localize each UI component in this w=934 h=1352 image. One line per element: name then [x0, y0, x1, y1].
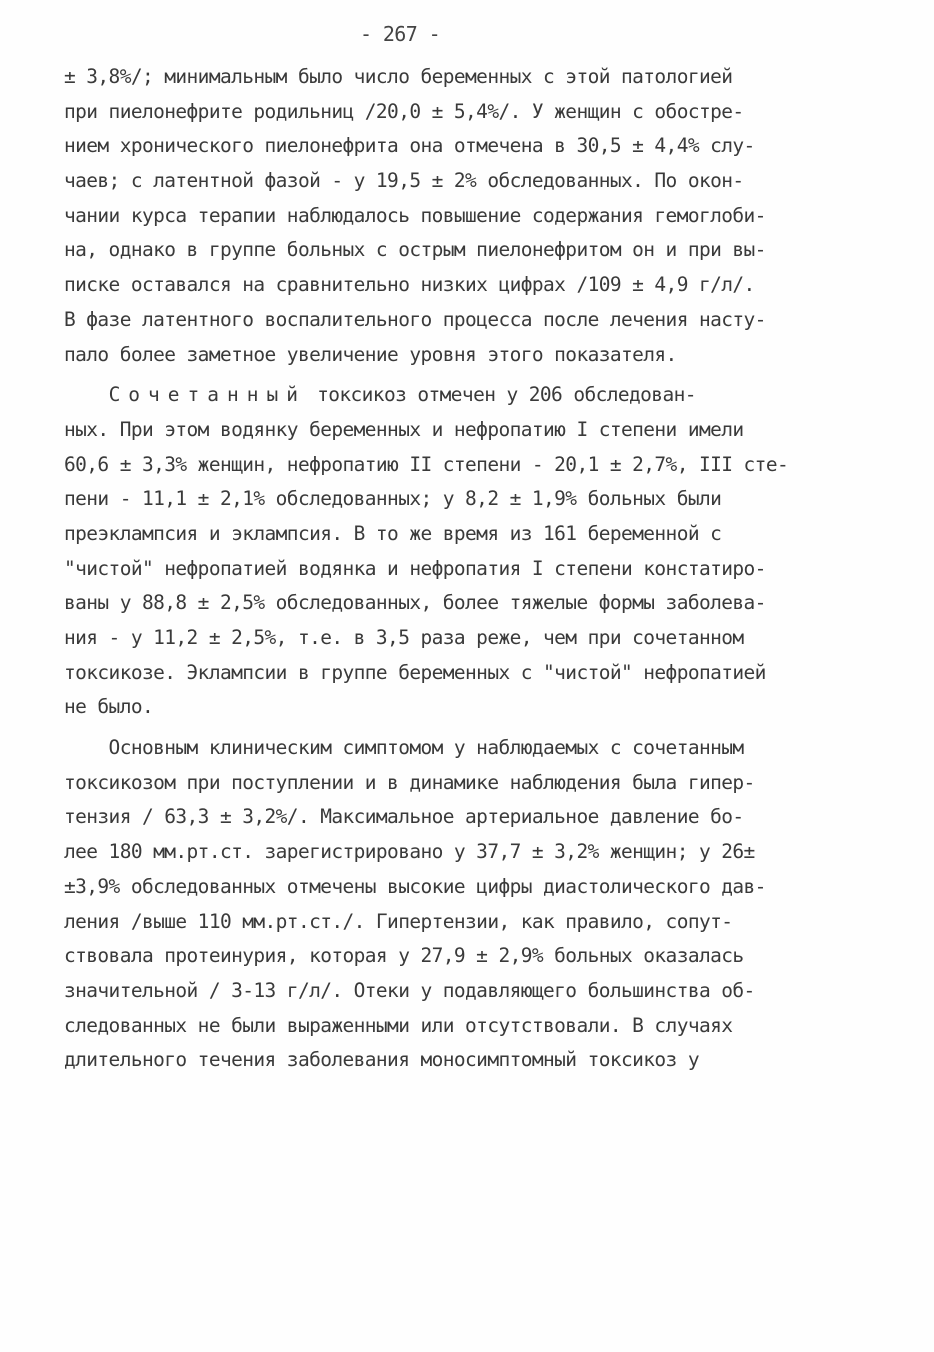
- text-line: писке оставался на сравнительно низких цифрах /109 ± 4,9 г/л/.: [64, 273, 755, 297]
- text-line: Основным клиническим симптомом у наблюдаемых с сочетанным: [64, 736, 744, 760]
- text-line: не было.: [64, 695, 154, 719]
- emphasized-word: Сочетанный: [108, 383, 306, 407]
- text-line: 60,6 ± 3,3% женщин, нефропатию II степени - 20,1 ± 2,7%, III сте-: [64, 452, 789, 476]
- text-line: ваны у 88,8 ± 2,5% обследованных, более тяжелые формы заболева-: [64, 591, 766, 615]
- text-line: ления /выше 110 мм.рт.ст./. Гипертензии, как правило, сопут-: [64, 909, 733, 933]
- page-number: - 267 -: [359, 22, 441, 46]
- text-line: нием хронического пиелонефрита она отмечена в 30,5 ± 4,4% слу-: [64, 134, 755, 158]
- text-line: чании курса терапии наблюдалось повышение содержания гемоглоби-: [64, 203, 766, 227]
- text-line: токсикозе. Эклампсии в группе беременных с "чистой" нефропатией: [64, 660, 766, 684]
- text-line: при пиелонефрите родильниц /20,0 ± 5,4%/. У женщин с обостре-: [64, 99, 744, 123]
- text-line: ния - у 11,2 ± 2,5%, т.е. в 3,5 раза реже, чем при сочетанном: [64, 626, 744, 649]
- text-line: преэклампсия и эклампсия. В то же время из 161 беременной с: [64, 521, 722, 545]
- text-line: ствовала протеинурия, которая у 27,9 ± 2,9% больных оказалась: [64, 944, 744, 968]
- text-line: чаев; с латентной фазой - у 19,5 ± 2% обследованных. По окон-: [64, 169, 744, 193]
- text-line: на, однако в группе больных с острым пиелонефритом он и при вы-: [64, 238, 766, 262]
- text-line: следованных не были выраженными или отсутствовали. В случаях: [64, 1013, 733, 1037]
- text-line: длительного течения заболевания моносимптомный токсикоз у: [64, 1048, 699, 1072]
- text-line: ±3,9% обследованных отмечены высокие цифры диастолического дав-: [64, 874, 766, 898]
- text-line: значительной / 3-13 г/л/. Отеки у подавляющего большинства об-: [64, 978, 755, 1002]
- paragraph-1: [64, 60, 884, 372]
- text-line: тензия / 63,3 ± 3,2%/. Максимальное артериальное давление бо-: [64, 805, 744, 829]
- text-line: [64, 378, 884, 413]
- text-line: "чистой" нефропатией водянка и нефропатия I степени констатиро-: [64, 556, 766, 580]
- text-line: токсикозом при поступлении и в динамике наблюдения была гипер-: [64, 770, 755, 794]
- body-text: [64, 60, 884, 1078]
- paragraph-2: [64, 378, 884, 725]
- text-line: В фазе латентного воспалительного процесса после лечения насту-: [64, 307, 766, 331]
- text-line: ± 3,8%/; минимальным было число беременных с этой патологией: [64, 65, 733, 88]
- text-line: лее 180 мм.рт.ст. зарегистрировано у 37,7 ± 3,2% женщин; у 26±: [64, 840, 755, 864]
- text-line: ных. При этом водянку беременных и нефропатию I степени имели: [64, 417, 744, 441]
- text-line: пени - 11,1 ± 2,1% обследованных; у 8,2 ± 1,9% больных были: [64, 487, 722, 511]
- text-line: пало более заметное увеличение уровня этого показателя.: [64, 342, 677, 366]
- paragraph-3: [64, 731, 884, 1078]
- text-line-rest: токсикоз отмечен у 206 обследован-: [317, 383, 696, 407]
